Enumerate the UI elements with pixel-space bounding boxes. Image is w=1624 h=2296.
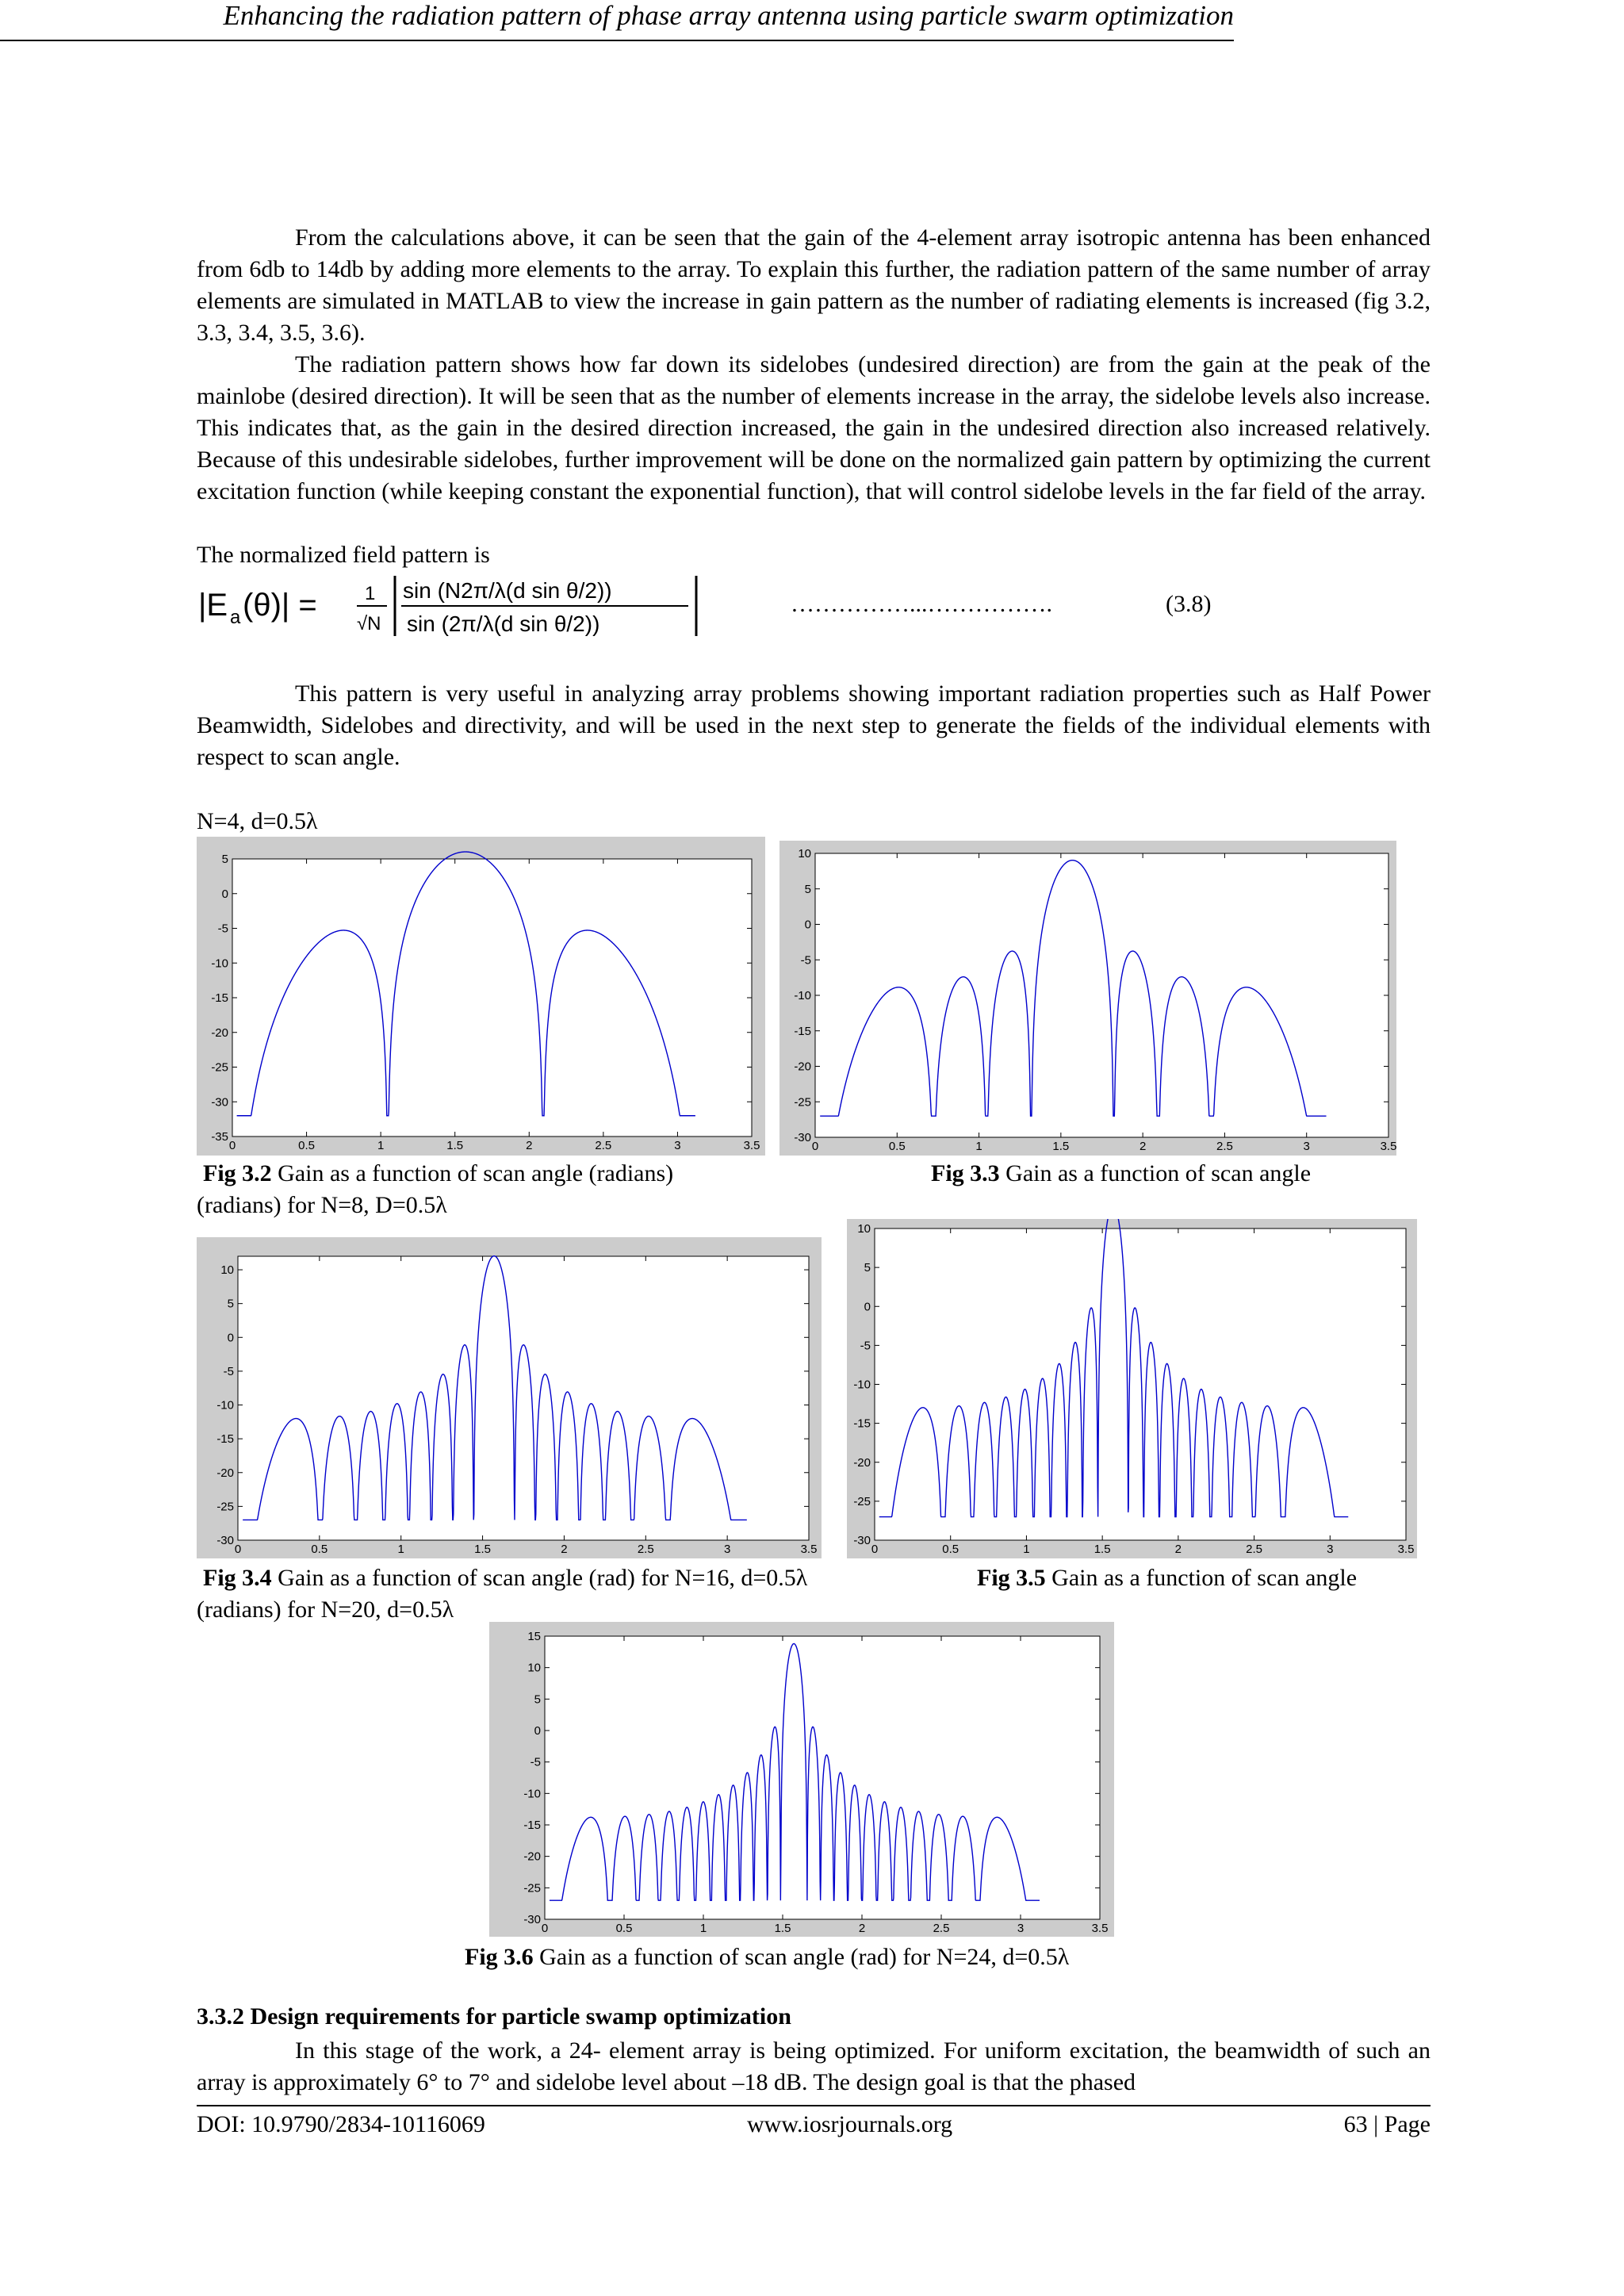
x-tick-label: 0: [234, 1543, 242, 1556]
equation-numerator: sin (N2π/λ(d sin θ/2)): [403, 578, 612, 603]
y-tick-label: -10: [211, 956, 228, 971]
x-tick-label: 1.5: [774, 1922, 791, 1935]
x-tick-label: 2: [1174, 1543, 1182, 1556]
footer-site: www.iosrjournals.org: [747, 2111, 953, 2137]
x-tick-label: 2: [1139, 1140, 1147, 1153]
y-tick-label: -5: [530, 1755, 541, 1769]
x-tick-label: 1: [975, 1140, 982, 1153]
x-tick-label: 2.5: [1246, 1543, 1263, 1556]
x-tick-label: 0: [228, 1139, 236, 1152]
y-tick-label: 5: [534, 1692, 541, 1707]
x-tick-label: 0.5: [298, 1139, 316, 1152]
plot-area: [545, 1636, 1100, 1919]
figure-3-5-plot: [847, 1219, 1417, 1558]
y-tick-label: -30: [211, 1095, 228, 1110]
equation-frac-num: 1: [365, 583, 376, 604]
y-tick-label: -15: [523, 1819, 541, 1832]
equation-number: (3.8): [1166, 591, 1212, 617]
figure-3-6: [489, 1622, 1114, 1937]
y-tick-label: -20: [523, 1849, 541, 1864]
x-tick-label: 1.5: [446, 1139, 464, 1152]
y-tick-label: -25: [216, 1500, 234, 1514]
caption-fig-3-6: Fig 3.6 Gain as a function of scan angle (rad) for N=24, d=0.5λ: [465, 1944, 1070, 1970]
footer-page: 63 | Page: [1343, 2111, 1431, 2137]
y-tick-label: 10: [798, 847, 811, 861]
y-tick-label: 10: [527, 1661, 541, 1675]
y-tick-label: -20: [216, 1466, 234, 1480]
figure-3-5: [847, 1219, 1417, 1558]
x-tick-label: 3.5: [1380, 1140, 1396, 1153]
equation-lhs: |E: [198, 588, 228, 623]
x-tick-label: 0: [811, 1140, 819, 1153]
caption-fig-3-3-cont: (radians) for N=8, D=0.5λ: [197, 1192, 447, 1218]
x-tick-label: 3: [1327, 1543, 1334, 1556]
y-tick-label: -25: [794, 1095, 811, 1110]
x-tick-label: 1: [377, 1139, 385, 1152]
running-head: Enhancing the radiation pattern of phase array antenna using particle swarm optimization: [0, 0, 1234, 41]
page-footer: [197, 2105, 1431, 2141]
y-tick-label: -5: [223, 1364, 234, 1378]
x-tick-label: 0.5: [888, 1140, 906, 1153]
equation-3-8: [197, 569, 704, 641]
y-tick-label: -20: [853, 1455, 871, 1470]
y-tick-label: -15: [794, 1024, 811, 1038]
paragraph-2: The radiation pattern shows how far down its sidelobes (undesired direction) are from the gain at the peak of the mainlobe (desired direction). It will be seen that as the number of elements increase in the array, the sidelobe levels also increase. This indicates that, as the gain in the desired direction increased, the gain in the undesired direction also increased relatively. Because of this undesirable sidelobes, further improvement will be done on the normalized gain pattern by optimizing the current excitation function (while keeping constant the exponential function), that will control sidelobe levels in the far field of the array.: [197, 351, 1431, 504]
y-tick-label: -25: [523, 1881, 541, 1895]
x-tick-label: 2: [526, 1139, 533, 1152]
equation-arg: (θ)| =: [243, 588, 317, 623]
y-tick-label: -30: [853, 1534, 871, 1547]
y-tick-label: 10: [857, 1222, 871, 1236]
y-tick-label: -5: [800, 953, 811, 968]
plot-area: [875, 1228, 1406, 1540]
plot-area: [232, 859, 752, 1137]
equation-denominator: sin (2π/λ(d sin θ/2)): [407, 611, 600, 636]
y-tick-label: -5: [217, 922, 228, 936]
y-tick-label: -30: [523, 1913, 541, 1926]
paragraph-3: The normalized field pattern is: [197, 542, 490, 568]
paragraph-4: This pattern is very useful in analyzing array problems showing important radiation properties such as Half Power Beamwidth, Sidelobes and directivity, and will be used in the next step to generate the fields of the individual elements with respect to scan angle.: [197, 680, 1431, 770]
x-tick-label: 3.5: [743, 1139, 760, 1152]
y-tick-label: -15: [216, 1432, 234, 1447]
paragraph-6: In this stage of the work, a 24- element array is being optimized. For uniform excitation, the beamwidth of such an array is approximately 6° to 7° and sidelobe level about –18 dB. The design goal is that the phased: [197, 2037, 1431, 2095]
y-tick-label: -15: [853, 1416, 871, 1431]
x-tick-label: 2: [561, 1543, 568, 1556]
figure-label-n4: N=4, d=0.5λ: [197, 808, 318, 834]
y-tick-label: -30: [794, 1131, 811, 1144]
y-tick-label: 15: [527, 1630, 541, 1643]
equation-sub: a: [230, 607, 241, 628]
y-tick-label: 5: [864, 1261, 871, 1275]
equation-frac-den: √N: [357, 613, 381, 634]
figure-3-2-plot: [197, 837, 765, 1156]
paragraph-1: From the calculations above, it can be seen that the gain of the 4-element array isotropic antenna has been enhanced from 6db to 14db by adding more elements to the array. To explain this further, the radiation pattern of the same number of array elements are simulated in MATLAB to view the increase in gain pattern as the number of radiating elements is increased (fig 3.2, 3.3, 3.4, 3.5, 3.6).: [197, 224, 1431, 346]
x-tick-label: 2.5: [933, 1922, 950, 1935]
x-tick-label: 1.5: [1094, 1543, 1111, 1556]
caption-fig-3-5-cont: (radians) for N=20, d=0.5λ: [197, 1596, 454, 1623]
y-tick-label: 10: [220, 1263, 234, 1278]
y-tick-label: 0: [864, 1300, 871, 1314]
footer-doi: DOI: 10.9790/2834-10116069: [197, 2111, 485, 2137]
x-tick-label: 2: [858, 1922, 866, 1935]
x-tick-label: 1.5: [1052, 1140, 1070, 1153]
x-tick-label: 3: [674, 1139, 681, 1152]
x-tick-label: 1: [1023, 1543, 1030, 1556]
x-tick-label: 0.5: [942, 1543, 959, 1556]
figure-3-2: [197, 837, 765, 1156]
y-tick-label: 0: [227, 1331, 234, 1345]
x-tick-label: 1.5: [474, 1543, 492, 1556]
y-tick-label: 0: [534, 1724, 541, 1738]
y-tick-label: 0: [221, 887, 228, 901]
section-heading: 3.3.2 Design requirements for particle swamp optimization: [197, 2003, 791, 2030]
y-tick-label: -15: [211, 991, 228, 1005]
figure-3-6-plot: [489, 1622, 1114, 1937]
caption-fig-3-5: Fig 3.5 Gain as a function of scan angle: [977, 1565, 1358, 1591]
figure-3-4: [197, 1237, 822, 1558]
x-tick-label: 2.5: [595, 1139, 612, 1152]
figure-3-3-plot: [779, 841, 1396, 1156]
y-tick-label: -20: [211, 1025, 228, 1040]
x-tick-label: 0.5: [311, 1543, 328, 1556]
y-tick-label: -20: [794, 1060, 811, 1074]
caption-fig-3-4: Fig 3.4 Gain as a function of scan angle (rad) for N=16, d=0.5λ: [203, 1565, 808, 1591]
x-tick-label: 3.5: [1091, 1922, 1109, 1935]
caption-fig-3-2: Fig 3.2 Gain as a function of scan angle (radians): [203, 1160, 674, 1186]
y-tick-label: -25: [853, 1494, 871, 1508]
equation-dots: ……………...…………….: [791, 591, 1052, 617]
y-tick-label: -35: [211, 1130, 228, 1144]
x-tick-label: 3.5: [800, 1543, 818, 1556]
y-tick-label: -10: [216, 1398, 234, 1412]
y-tick-label: 0: [804, 918, 811, 932]
x-tick-label: 3: [1017, 1922, 1025, 1935]
y-tick-label: -30: [216, 1534, 234, 1547]
y-tick-label: -10: [794, 989, 811, 1002]
x-tick-label: 3.5: [1397, 1543, 1415, 1556]
y-tick-label: -10: [523, 1787, 541, 1801]
y-tick-label: 5: [227, 1297, 234, 1311]
y-tick-label: 5: [804, 882, 811, 896]
x-tick-label: 3: [723, 1543, 731, 1556]
x-tick-label: 0: [541, 1922, 549, 1935]
x-tick-label: 1: [699, 1922, 707, 1935]
figure-3-4-plot: [197, 1237, 822, 1558]
caption-fig-3-3: Fig 3.3 Gain as a function of scan angle: [931, 1160, 1312, 1186]
y-tick-label: -25: [211, 1060, 228, 1075]
y-tick-label: -10: [853, 1378, 871, 1392]
x-tick-label: 2.5: [1216, 1140, 1233, 1153]
y-tick-label: -5: [860, 1339, 871, 1353]
figure-3-3: [779, 841, 1396, 1156]
x-tick-label: 0: [871, 1543, 879, 1556]
x-tick-label: 3: [1303, 1140, 1310, 1153]
y-tick-label: 5: [221, 853, 228, 866]
x-tick-label: 2.5: [637, 1543, 654, 1556]
x-tick-label: 1: [397, 1543, 404, 1556]
x-tick-label: 0.5: [615, 1922, 633, 1935]
